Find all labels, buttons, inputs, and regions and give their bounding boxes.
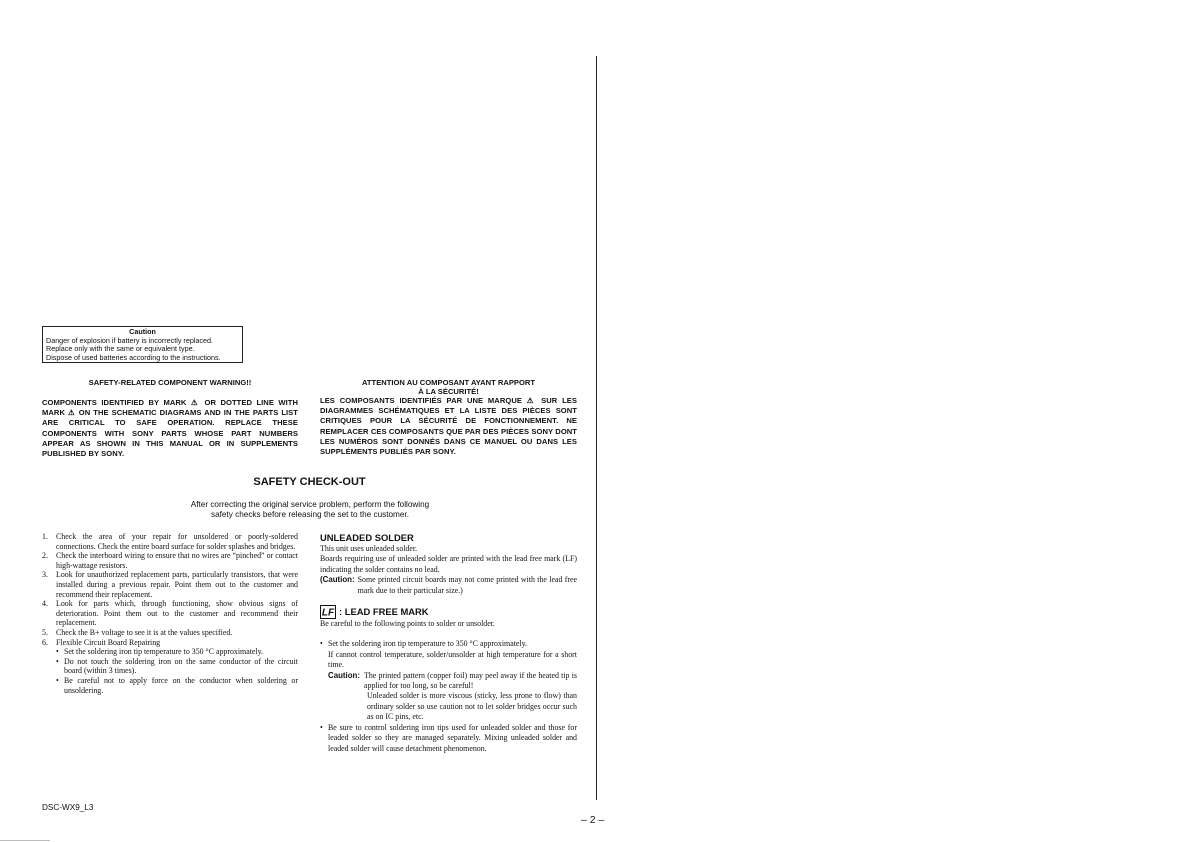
list-text: Check the interboard wiring to ensure that no wires are “pinched” or contact high-wattage resistors.	[56, 551, 298, 570]
bullet-dot: •	[56, 675, 59, 685]
list-number: 1.	[42, 532, 48, 541]
safety-warning-title: SAFETY-RELATED COMPONENT WARNING!!	[88, 378, 252, 387]
page-number: – 2 –	[581, 814, 605, 826]
list-number: 5.	[42, 627, 48, 637]
caution-line-2: Replace only with the same or equivalent type.	[46, 344, 195, 354]
list-text: Check the B+ voltage to see it is at the values specified.	[56, 627, 233, 637]
sub-bullet-text: Do not touch the soldering iron on the same conductor of the circuit board (within 3 times).	[64, 656, 298, 676]
safety-warning-body: COMPONENTS IDENTIFIED BY MARK ⚠ OR DOTTED LINE WITH MARK ⚠ ON THE SCHEMATIC DIAGRAMS AND IN THE PARTS LIST ARE CRITICAL TO SAFE OPERATION. REPLACE THESE COMPONENTS WITH SONY PARTS WHOSE PART NUMBERS APPEAR AS SHOWN IN THIS MANUAL OR IN SUPPLEMENTS PUBLISHED BY SONY.	[42, 398, 298, 459]
sub-bullet	[56, 676, 298, 695]
safety-warning-fr-title-2: À LA SÉCURITÉ!	[418, 387, 479, 396]
list-item	[42, 570, 298, 599]
sub-bullet-text: Be careful not to apply force on the conductor when soldering or unsoldering.	[64, 675, 298, 695]
unleaded-line-1: This unit uses unleaded solder.	[320, 544, 418, 553]
list-item	[42, 628, 298, 638]
lead-free-mark-icon	[320, 605, 336, 619]
safety-warning-fr-body: LES COMPOSANTS IDENTIFIÉS PAR UNE MARQUE ⚠ SUR LES DIAGRAMMES SCHÉMATIQUES ET LA LISTE DES PIÈCES SONT CRITIQUES POUR LA SÉCURITÉ DE FONCTIONNEMENT. NE REMPLACER CES COMPOSANTS QUE PAR DES PIÈCES SONY DONT LES NUMÉROS SONT DONNÉS DANS CE MANUEL OU DANS LES SUPPLÉMENTS PUBLIÉS PAR SONY.	[320, 396, 577, 457]
caution-line-3: Dispose of used batteries according to the instructions.	[46, 352, 221, 362]
bullet-dot: •	[320, 639, 323, 649]
sub-bullet	[56, 657, 298, 676]
caution-label: Caution:	[328, 670, 360, 680]
lead-free-heading-text: : LEAD FREE MARK	[339, 606, 429, 618]
bullet-dot: •	[320, 722, 323, 732]
unleaded-solder-section	[320, 532, 577, 754]
bullet-dot: •	[56, 647, 59, 657]
corner-mark	[0, 840, 50, 841]
lead-free-mark-label: LF	[321, 607, 335, 619]
bullet-line: Set the soldering iron tip temperature to 350 °C approximately.	[328, 639, 527, 649]
caution-text: The printed pattern (copper foil) may peel away if the heated tip is applied for too long, so be careful!	[364, 670, 577, 691]
battery-caution-box	[42, 326, 243, 363]
column-divider	[596, 56, 597, 800]
safety-checkout-title: SAFETY CHECK-OUT	[253, 476, 366, 488]
caution-text-2: Unleaded solder is more viscous (sticky, less prone to flow) than ordinary solder so use caution not to let solder bridges occur such as on IC pins, etc.	[367, 691, 577, 722]
list-item	[42, 599, 298, 628]
list-item	[42, 551, 298, 570]
unleaded-solder-title: UNLEADED SOLDER	[320, 532, 414, 543]
list-text: Look for unauthorized replacement parts, particularly transistors, that were installed during a previous repair. Point them out to the customer and recommend their replacement.	[56, 570, 298, 599]
model-code: DSC-WX9_L3	[42, 803, 94, 812]
caution-open-paren: (	[320, 575, 323, 585]
list-number: 2.	[42, 551, 48, 561]
lead-free-bullet	[320, 639, 577, 722]
bullet-line: If cannot control temperature, solder/unsolder at high temperature for a short time.	[328, 649, 577, 670]
caution-text: Some printed circuit boards may not come printed with the lead free mark due to their particular size.)	[357, 575, 577, 595]
list-text: Look for parts which, through functioning, show obvious signs of deterioration. Point them out to the customer and recommend their replacement.	[56, 599, 298, 628]
checkout-intro-line-1: After correcting the original service problem, perform the following	[190, 500, 430, 509]
unleaded-caution	[320, 575, 577, 596]
list-text: Check the area of your repair for unsoldered or poorly-soldered connections. Check the entire board surface for solder splashes and bridges.	[56, 532, 298, 551]
safety-warning-english	[42, 378, 298, 459]
bullet-dot: •	[56, 656, 59, 666]
bullet-text: Be sure to control soldering iron tips used for unleaded solder and those for leaded solder so they are managed separately. Mixing unleaded solder and leaded solder will cause detachment phenomenon.	[328, 722, 577, 753]
safety-warning-fr-title-1: ATTENTION AU COMPOSANT AYANT RAPPORT	[362, 378, 535, 387]
bullet-caution	[328, 671, 577, 692]
list-number: 3.	[42, 570, 48, 580]
lead-free-heading	[320, 605, 577, 619]
list-item	[42, 638, 298, 648]
sub-bullet	[56, 647, 298, 657]
lead-free-bullet	[320, 723, 577, 754]
safety-checklist	[42, 532, 298, 695]
safety-checkout-intro	[130, 500, 490, 521]
list-text: Flexible Circuit Board Repairing	[56, 637, 161, 647]
safety-warning-french	[320, 378, 577, 457]
sub-bullet-text: Set the soldering iron tip temperature to 350 °C approximately.	[64, 647, 263, 657]
list-item	[42, 532, 298, 551]
list-number: 4.	[42, 599, 48, 609]
checkout-intro-line-2: safety checks before releasing the set to the customer.	[211, 510, 409, 520]
lead-free-intro: Be careful to the following points to solder or unsolder.	[320, 619, 495, 629]
caution-label: Caution:	[322, 575, 355, 585]
caution-box-title: Caution	[129, 327, 156, 336]
list-number: 6.	[42, 637, 48, 647]
unleaded-line-2: Boards requiring use of unleaded solder are printed with the lead free mark (LF) indicating the solder contains no lead.	[320, 554, 577, 574]
caution-line-1: Danger of explosion if battery is incorrectly replaced.	[46, 335, 213, 345]
